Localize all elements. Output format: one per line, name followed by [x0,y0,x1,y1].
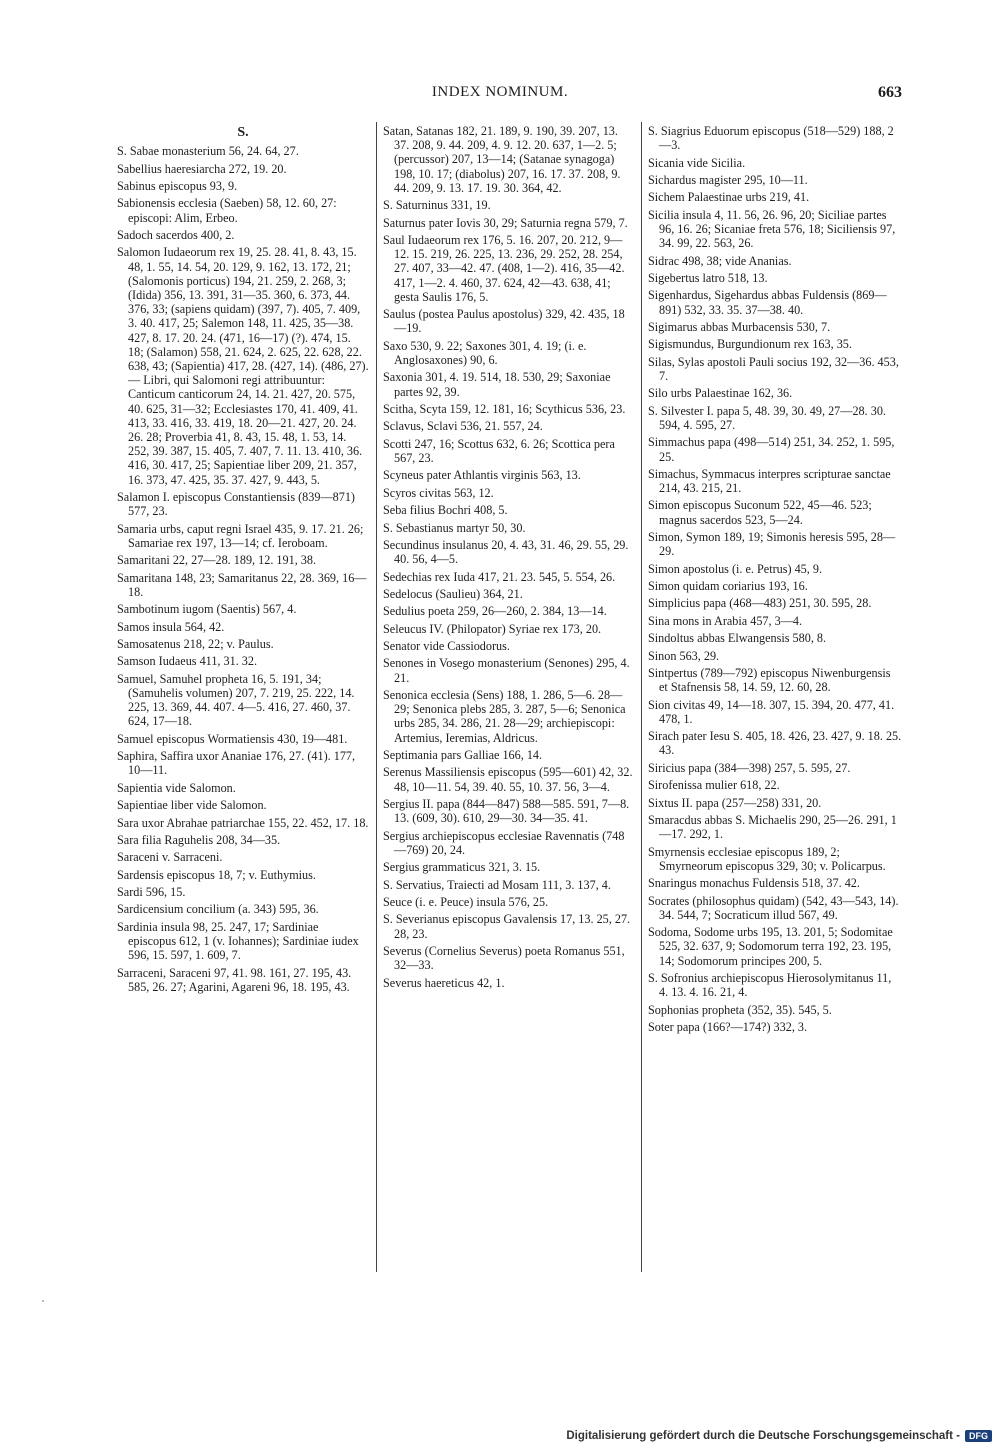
index-entry: Sardinia insula 98, 25. 247, 17; Sardiniae episcopus 612, 1 (v. Iohannes); Sardiniae iudex 596, 15. 597, 1. 609, 7. [117,919,359,963]
index-column-3 [648,124,902,1037]
index-entry: Sindoltus abbas Elwangensis 580, 8. [648,631,827,646]
index-entry: Scotti 247, 16; Scottus 632, 6. 26; Scottica pera 567, 23. [383,436,615,465]
index-entry: S. Severianus episcopus Gavalensis 17, 13. 25, 27. 28, 23. [383,912,631,941]
index-entry: Simmachus papa (498—514) 251, 34. 252, 1. 595, 25. [648,435,895,464]
index-entry: Sergius archiepiscopus ecclesiae Ravennatis (748—769) 20, 24. [383,828,625,857]
index-entry: Sara uxor Abrahae patriarchae 155, 22. 452, 17. 18. [117,815,369,830]
index-entry: Sigimarus abbas Murbacensis 530, 7. [648,319,831,334]
index-entry: Sarraceni, Saraceni 97, 41. 98. 161, 27. 195, 43. 585, 26. 27; Agarini, Agareni 96, 18. 195, 43. [117,965,352,994]
index-entry: Sidrac 498, 38; vide Ananias. [648,253,792,268]
index-entry: Sergius II. papa (844—847) 588—585. 591, 7—8. 13. (609, 30). 610, 29—30. 34—35. 41. [383,797,630,826]
index-entry: Saxonia 301, 4. 19. 514, 18. 530, 29; Saxoniae partes 92, 39. [383,370,611,399]
index-entry: Senonica ecclesia (Sens) 188, 1. 286, 5—6. 28—29; Senonica plebs 285, 3. 287, 5—6; Senonica urbs 285, 34. 286, 21. 28—29; archiepiscopi: Artemius, Ieremias, Aldricus. [383,688,626,745]
index-entry: Silo urbs Palaestinae 162, 36. [648,386,793,401]
index-entry: Sedelocus (Saulieu) 364, 21. [383,586,523,601]
index-column-1 [117,124,369,997]
index-entry: Sabellius haeresiarcha 272, 19. 20. [117,161,287,176]
index-entry: Seuce (i. e. Peuce) insula 576, 25. [383,895,549,909]
index-entry: Sabinus episcopus 93, 9. [117,178,238,193]
index-entry: Simon, Symon 189, 19; Simonis heresis 595, 28—29. [648,530,896,559]
index-entry: Samosatenus 218, 22; v. Paulus. [117,636,274,651]
index-entry: S. Silvester I. papa 5, 48. 39, 30. 49, 27—28. 30. 594, 4. 595, 27. [648,403,886,432]
running-header-title: INDEX NOMINUM. [431,84,569,100]
index-entry: Septimania pars Galliae 166, 14. [383,748,543,763]
index-entry: Saturnus pater Iovis 30, 29; Saturnia regna 579, 7. [383,215,628,230]
index-entry: Siricius papa (384—398) 257, 5. 595, 27. [648,760,851,775]
index-entry: Salomon Iudaeorum rex 19, 25. 28. 41, 8. 43, 15. 48, 1. 55, 14. 54, 20. 129, 9. 162, 13. 172, 21; (Salomonis porticus) 194, 21. 259, 2. 268, 3; (Idida) 356, 13. 391, 31—35. 360, 6. 373, 44. 376, 33; (sapiens quidam) (397, 7). 405, 7. 409, 3. 40. 417, 25; Salemon 148, 11. 425, 35—38. 427, 8. 17. 20. 24. (471, 16—17) (?). 474, 15. 18; (Salamon) 558, 21. 624, 2. 625, 22. 628, 22. 638, 43; (Sapientia) 417, 28. (427, 14). (486, 27). — Libri, qui Salomoni regi attribuuntur: Canticum canticorum 24, 14. 21. 427, 20. 575, 40. 625, 31—32; Ecclesiastes 170, 41. 409, 41. 413, 33. 416, 33. 419, 18. 20—21. 427, 20. 24. 26. 28; Proverbia 41, 8. 43, 15. 48, 1. 53, 14. 252, 39. 387, 15. 405, 7. 407, 7. 11. 13. 410, 36. 416, 30. 417, 25; Sapientiae liber 209, 21. 357, 16. 373, 47. 425, 35. 37. 427, 9. 443, 5. [117,245,369,487]
index-entry: Samuel, Samuhel propheta 16, 5. 191, 34; (Samuhelis volumen) 207, 7. 219, 25. 222, 14. 225, 13. 369, 44. 407. 4—5. 416, 27. 460, 37. 624, 17—18. [117,671,355,729]
index-entry: S. Sofronius archiepiscopus Hierosolymitanus 11, 4. 13. 4. 16. 21, 4. [648,970,892,1000]
index-entry: Sophonias propheta (352, 35). 545, 5. [648,1002,832,1017]
column-rule-left [376,122,377,1272]
index-entry: Samaritana 148, 23; Samaritanus 22, 28. 369, 16—18. [117,570,367,599]
section-letter-heading: S. [237,125,249,140]
index-entry: Sedulius poeta 259, 26—260, 2. 384, 13—14. [383,604,607,619]
index-entry: Simachus, Symmacus interpres scripturae sanctae 214, 43. 215, 21. [648,466,891,496]
index-entry: Samaria urbs, caput regni Israel 435, 9. 17. 21. 26; Samariae rex 197, 13—14; cf. Ieroboam. [117,521,364,550]
dfg-logo: DFG [965,1430,992,1442]
footer-credit-text: Digitalisierung gefördert durch die Deutsche Forschungsgemeinschaft - [566,1430,960,1442]
index-entry: Samos insula 564, 42. [117,619,225,634]
index-entry: Samson Iudaeus 411, 31. 32. [117,654,258,669]
index-entry: Scyneus pater Athlantis virginis 563, 13. [383,468,581,483]
index-entry: Sicania vide Sicilia. [648,155,746,170]
index-entry: Scyros civitas 563, 12. [383,485,494,500]
index-entry: Severus (Cornelius Severus) poeta Romanus 551, 32—33. [383,943,625,973]
index-entry: Sigebertus latro 518, 13. [648,270,768,285]
index-entry: Smyrnensis ecclesiae episcopus 189, 2; Smyrneorum episcopus 329, 30; v. Policarpus. [648,844,886,873]
index-entry: S. Siagrius Eduorum episcopus (518—529) 188, 2—3. [648,124,894,153]
index-entry: Saxo 530, 9. 22; Saxones 301, 4. 19; (i. e. Anglosaxones) 90, 6. [383,338,587,367]
index-entry: Samaritani 22, 27—28. 189, 12. 191, 38. [117,553,317,568]
index-entry: Sichardus magister 295, 10—11. [648,172,808,187]
index-entry: Saphira, Saffira uxor Ananiae 176, 27. (41). 177, 10—11. [117,749,356,778]
index-entry: Sara filia Raguhelis 208, 34—35. [117,832,281,847]
index-entry: Socrates (philosophus quidam) (542, 43—543, 14). 34. 544, 7; Socraticum illud 567, 49. [648,893,899,922]
index-entry: Sadoch sacerdos 400, 2. [117,227,235,242]
index-entry: Sigenhardus, Sigehardus abbas Fuldensis (869—891) 532, 33. 35. 37—38. 40. [648,288,887,317]
index-entry: Saraceni v. Sarraceni. [117,850,223,865]
digitization-footer [566,1430,992,1442]
index-entry: Sicilia insula 4, 11. 56, 26. 96, 20; Siciliae partes 96, 16. 26; Sicaniae freta 576, 18; Siciliensis 97, 34. 99, 22. 563, 26. [648,207,896,251]
scan-speck [42,1300,44,1302]
index-entry: Samuel episcopus Wormatiensis 430, 19—481. [117,731,348,746]
index-column-2 [383,124,635,993]
index-entry: Sardensis episcopus 18, 7; v. Euthymius. [117,867,316,882]
index-entry: Smaracdus abbas S. Michaelis 290, 25—26. 291, 1—17. 292, 1. [648,812,897,842]
index-entry: Sapientiae liber vide Salomon. [117,798,267,813]
index-entry: Sardi 596, 15. [117,885,186,900]
index-entry: Senones in Vosego monasterium (Senones) 295, 4. 21. [383,656,630,685]
index-entry: Scitha, Scyta 159, 12. 181, 16; Scythicus 536, 23. [383,401,626,416]
index-entry: Snaringus monachus Fuldensis 518, 37. 42. [648,876,860,891]
index-entry: Sabionensis ecclesia (Saeben) 58, 12. 60, 27: episcopi: Alim, Erbeo. [117,196,337,225]
index-entry: Serenus Massiliensis episcopus (595—601) 42, 32. 48, 10—11. 54, 39. 40. 55, 10. 37. 56, 3—4. [383,765,633,794]
index-entry: Simplicius papa (468—483) 251, 30. 595, 28. [648,596,872,611]
index-entry: S. Sabae monasterium 56, 24. 64, 27. [117,144,299,159]
index-entry: Sina mons in Arabia 457, 3—4. [648,613,803,628]
index-entry: Simon apostolus (i. e. Petrus) 45, 9. [648,561,823,576]
index-entry: Sodoma, Sodome urbs 195, 13. 201, 5; Sodomitae 525, 32. 637, 9; Sodomorum terra 192, 23. 195, 14; Sodomorum principes 200, 5. [648,925,893,968]
index-entry: Soter papa (166?—174?) 332, 3. [648,1019,808,1034]
index-entry: S. Sebastianus martyr 50, 30. [383,520,526,535]
index-entry: Sardicensium concilium (a. 343) 595, 36. [117,902,319,917]
index-entry: Sclavus, Sclavi 536, 21. 557, 24. [383,419,543,434]
index-entry: Severus haereticus 42, 1. [383,975,505,990]
index-entry: Sergius grammaticus 321, 3. 15. [383,860,541,875]
index-entry: S. Servatius, Traiecti ad Mosam 111, 3. 137, 4. [383,877,611,892]
index-entry: Simon quidam coriarius 193, 16. [648,579,808,594]
index-entry: Simon episcopus Suconum 522, 45—46. 523; magnus sacerdos 523, 5—24. [648,498,872,527]
index-entry: Sapientia vide Salomon. [117,780,236,795]
index-entry: Sinon 563, 29. [648,648,720,663]
index-entry: Sambotinum iugom (Saentis) 567, 4. [117,602,297,617]
index-entry: Sirofenissa mulier 618, 22. [648,778,780,793]
page-number: 663 [878,84,902,101]
index-entry: Saulus (postea Paulus apostolus) 329, 42. 435, 18—19. [383,307,625,336]
index-entry: Seleucus IV. (Philopator) Syriae rex 173, 20. [383,621,602,636]
index-entry: Sedechias rex Iuda 417, 21. 23. 545, 5. 554, 26. [383,569,616,584]
index-entry: Sintpertus (789—792) episcopus Niwenburgensis et Stafnensis 58, 14. 59, 12. 60, 28. [648,666,891,695]
index-entry: Satan, Satanas 182, 21. 189, 9. 190, 39. 207, 13. 37. 208, 9. 44. 209, 4. 9. 12. 20. 637, 1—2. 5; (percussor) 207, 13—14; (Satanae synagoga) 198, 10. 17; (diabolus) 207, 16. 17. 37. 208, 9. 44. 209, 9. 13. 17. 19. 30. 364, 42. [383,124,621,195]
index-entry: Silas, Sylas apostoli Pauli socius 192, 32—36. 453, 7. [648,354,899,383]
index-entry: Sion civitas 49, 14—18. 307, 15. 394, 20. 477, 41. 478, 1. [648,697,895,726]
index-entry: Sigismundus, Burgundionum rex 163, 35. [648,337,852,352]
index-entry: Salamon I. episcopus Constantiensis (839—871) 577, 23. [117,490,355,519]
index-entry: S. Saturninus 331, 19. [383,198,491,213]
index-entry: Senator vide Cassiodorus. [383,639,510,654]
index-entry: Secundinus insulanus 20, 4. 43, 31. 46, 29. 55, 29. 40. 56, 4—5. [383,537,629,567]
index-entry: Seba filius Bochri 408, 5. [383,503,508,518]
column-rule-right [641,122,642,1272]
index-entry: Sichem Palaestinae urbs 219, 41. [648,190,810,205]
index-entry: Saul Iudaeorum rex 176, 5. 16. 207, 20. 212, 9—12. 15. 219, 26. 225, 13. 236, 29. 252, 28. 254, 27. 407, 33—42. 47. (408, 1—2). 416, 35—42. 417, 1—2. 4. 460, 37. 624, 42—43. 638, 41; gesta Saulis 176, 5. [383,232,625,304]
index-entry: Sixtus II. papa (257—258) 331, 20. [648,795,822,810]
index-entry: Sirach pater Iesu S. 405, 18. 426, 23. 427, 9. 18. 25. 43. [648,729,902,758]
